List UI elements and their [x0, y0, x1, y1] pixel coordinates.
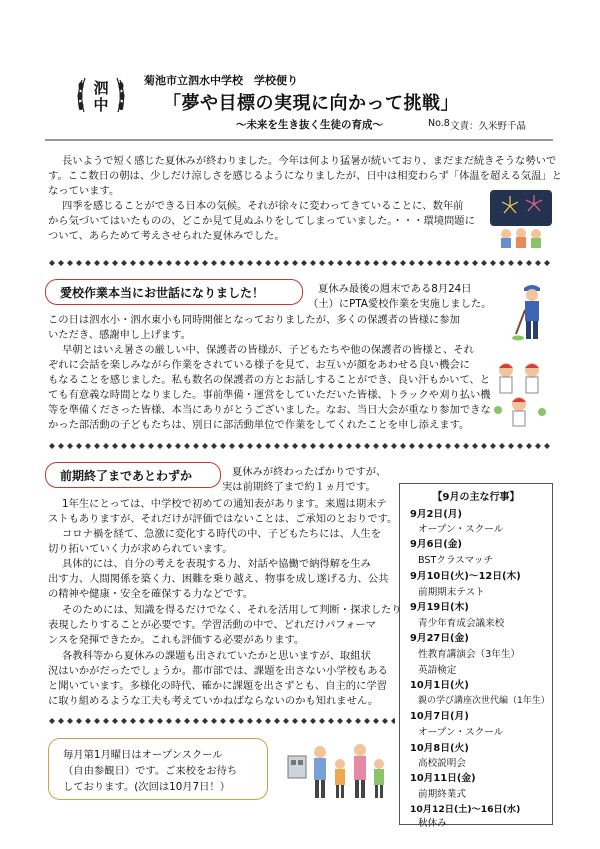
section1-line: もなることを感じました。私も数名の保護者の方とお話しすることができ、良い汗もかいて、と	[48, 374, 491, 386]
section2-line: に取り組めるような工夫も考えていかねばならないのかも知れません。	[48, 695, 379, 707]
section2-line: の精神や健康・安全を確保する力などです。	[48, 588, 254, 600]
section2-line: 具体的には、自分の考えを表現する力、対話や協働で納得解を生み	[62, 558, 371, 570]
schedule-date: 10月8日(火)	[410, 743, 469, 754]
section1-line: かった部活動の子どもたちは、別日に部活動単位で作業をしてくれたことを申し添えます。	[48, 419, 470, 431]
schedule-event: 親の学び講座次世代編（1年生）	[418, 696, 550, 706]
section1-line: この日は泗水小・泗水東小も同時開催となっておりましたが、多くの保護者の皆様に参加	[48, 314, 460, 326]
section-banner-thanks: 愛校作業本当にお世話になりました！	[45, 279, 303, 305]
section-divider	[45, 258, 553, 268]
section2-line: 況はいかがだったでしょうか。都市部では、課題を出さない小学校もある	[48, 665, 388, 677]
intro-line: す。ここ数日の朝は、少しだけ涼しさを感じるようになりましたが、日中は相変わらず「体温を超える気温」と	[48, 170, 563, 182]
intro-line: 四季を感じることができる日本の気候。それが徐々に変わってきていることに、数年前	[62, 200, 464, 212]
family-walking-illustration	[282, 732, 394, 812]
section2-line: コロナ禍を経て、急激に変化する時代の中、子どもたちには、人生を	[62, 528, 381, 540]
author-credit: 文責：久米野千晶	[450, 121, 527, 132]
section2-line: 切り拓いていく力が求められています。	[48, 543, 233, 555]
schedule-date: 9月10日(火)～12日(木)	[410, 571, 521, 582]
schedule-date: 10月11日(金)	[410, 773, 476, 784]
fireworks-icon	[490, 190, 552, 248]
callout-line: （自由参観日）です。ご来校をお待ち	[63, 765, 238, 777]
section2-lead-line: 実は前期終了まで約１ヵ月です。	[222, 481, 376, 493]
section1-line: いただき、感謝申し上げます。	[48, 329, 191, 341]
section2-line: 表現したりすることが必要です。学習活動の中で、どれだけパフォーマ	[48, 619, 376, 631]
section1-line: 等を準備くださった皆様、本当にありがとうございました。なお、当日大会が重なり参加できな	[48, 404, 491, 416]
header-divider	[45, 138, 553, 148]
schedule-box	[399, 483, 553, 829]
intro-line: ついて、あらためて考えさせられた夏休みでした。	[48, 230, 285, 242]
schedule-event: オープン・スクール	[418, 727, 504, 738]
section2-line: 1年生にとっては、中学校で初めての通知表があります。来週は期末テ	[62, 498, 387, 510]
children-illustration	[492, 360, 552, 428]
section2-lead-line: 夏休みが終わったばかりですが、	[232, 466, 387, 478]
callout-line: しております。(次回は10月7日！）	[63, 781, 231, 793]
gardener-illustration	[512, 282, 552, 344]
school-newsletter-title: 菊池市立泗水中学校 学校便り	[144, 74, 298, 87]
page-title: 「夢や目標の実現に向かって挑戦」	[163, 93, 459, 114]
section-banner-term-end: 前期終了まであとわずか	[45, 462, 221, 488]
schedule-event: 前期期末テスト	[418, 587, 485, 598]
schedule-event: オープン・スクール	[418, 524, 504, 535]
open-school-callout	[48, 738, 268, 800]
section-divider	[45, 441, 553, 451]
schedule-date: 10月7日(月)	[410, 711, 469, 722]
section2-line: ストもありますが、それだけが評価ではないことは、ご承知のとおりです。	[48, 513, 398, 525]
section1-line: 早朝とはいえ暑さの厳しい中、保護者の皆様が、子どもたちや他の保護者の皆様と、それ	[62, 344, 474, 356]
svg-text:中: 中	[93, 96, 109, 114]
schedule-event: 前期終業式	[418, 789, 466, 800]
schedule-date: 9月27日(金)	[410, 633, 469, 644]
schedule-date: 9月19日(木)	[410, 602, 469, 613]
schedule-event: 性教育講演会（3年生）	[418, 649, 521, 660]
section1-lead-line: 夏休み最後の週末である8月24日	[318, 283, 472, 295]
schedule-event: BSTクラスマッチ	[418, 555, 494, 566]
school-logo	[76, 70, 126, 120]
schedule-title: 【9月の主な行事】	[432, 492, 520, 503]
section2-line: ンスを発揮できたか。これも評価する必要があります。	[48, 634, 305, 646]
section2-line: と聞いています。多様化の時代、確かに課題を出さずとも、自主的に学習	[48, 680, 387, 692]
svg-text:泗: 泗	[93, 79, 109, 97]
schedule-date: 9月2日(月)	[410, 509, 462, 520]
section-divider	[45, 716, 395, 726]
section1-lead-line: （土）にPTA愛校作業を実施しました。	[308, 298, 492, 310]
schedule-date: 9月6日(金)	[410, 539, 462, 550]
schedule-event: 秋休み	[418, 818, 447, 829]
intro-line: から気づいてはいたものの、どこか見て見ぬふりをしてしまっていました。・・・環境問題に	[48, 215, 475, 227]
section2-line: 出す力、人間関係を築く力、困難を乗り越え、物事を成し遂げる力、公共	[48, 573, 389, 585]
callout-line: 毎月第1月曜日はオープンスクール	[63, 749, 223, 761]
page-subtitle: ～未来を生き抜く生徒の育成～	[236, 119, 383, 131]
schedule-date: 10月12日(土)～16日(水)	[410, 804, 521, 815]
intro-line: 長いようで短く感じた夏休みが終わりました。今年は何より猛暑が続いており、まだまだ続きそうな勢いで	[62, 155, 557, 167]
issue-number: No.8	[428, 118, 450, 129]
intro-line: なっています。	[48, 185, 120, 197]
section2-line: そのためには、知識を得るだけでなく、それを活用して判断・探求したり	[62, 604, 402, 616]
section1-line: ても有意義な時間となりました。事前準備・運営をしていただいた皆様、トラックや刈り払い機	[48, 389, 491, 401]
schedule-event: 青少年育成会議来校	[418, 618, 505, 629]
section1-line: ぞれに会話を楽しみながら作業をされている様子を見て、お互いが顔をあわせる良い機会に	[48, 359, 470, 371]
schedule-event: 英語検定	[418, 665, 457, 676]
section2-line: 各教科等から夏休みの課題も出されていたかと思いますが、取組状	[62, 650, 371, 662]
schedule-date: 10月1日(火)	[410, 680, 469, 691]
schedule-event: 高校説明会	[418, 758, 466, 769]
